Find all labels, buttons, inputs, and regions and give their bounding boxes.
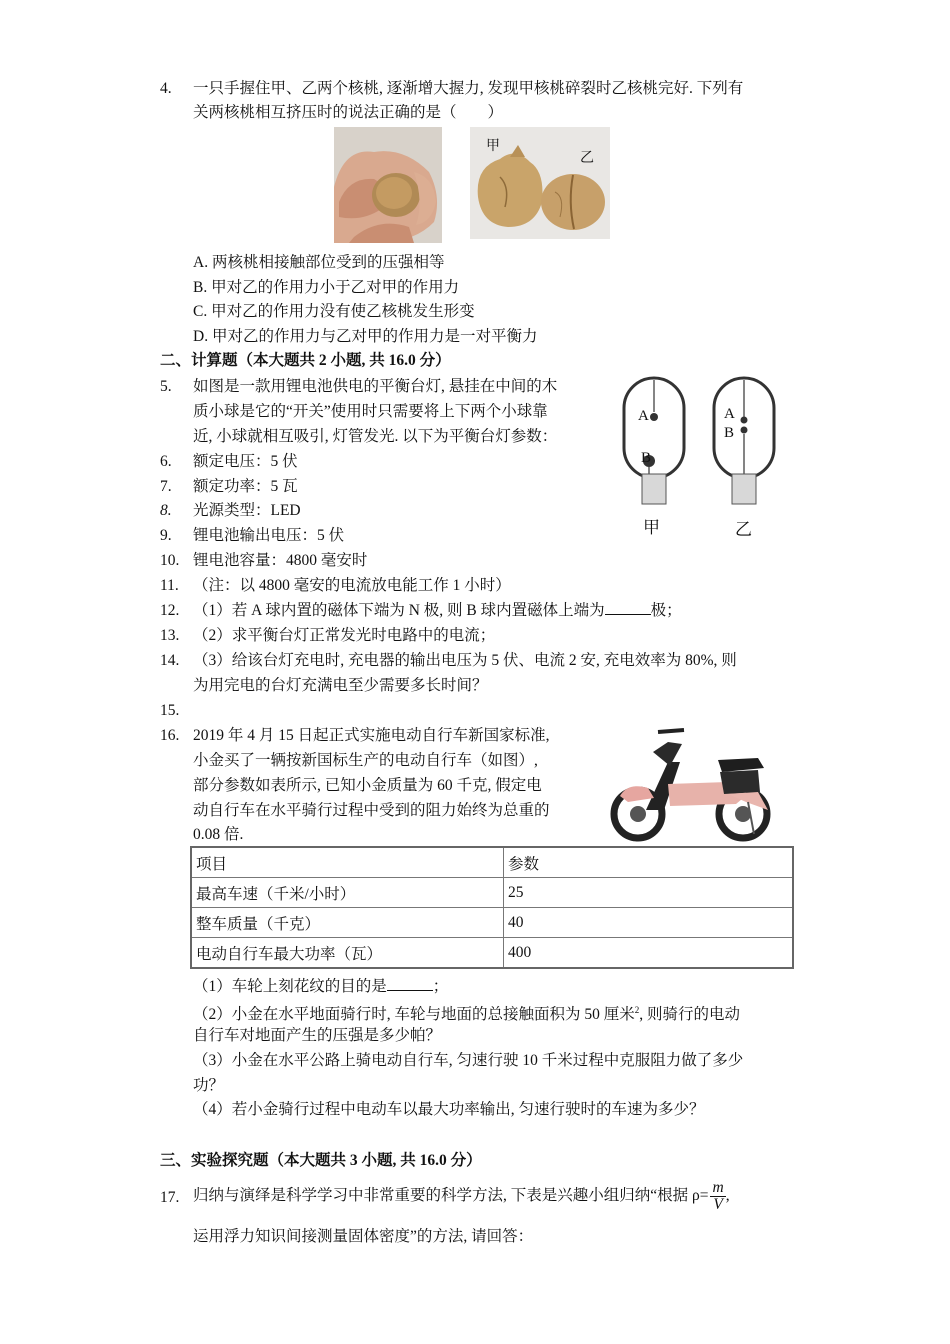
q5-sub1-end: 极； [650, 602, 682, 619]
lamp-jia-ball-a: A [638, 408, 649, 424]
q4-option-b: B. 甲对乙的作用力小于乙对甲的作用力 [193, 279, 460, 296]
hand-walnut-photo [334, 127, 442, 243]
q5-sub2: （2）求平衡台灯正常发光时电路中的电流； [193, 627, 496, 644]
q16-sub2-text: （2）小金在水平地面骑行时, 车轮与地面的总接触面积为 50 厘米 [193, 1006, 635, 1024]
q8-num: 8. [160, 502, 172, 519]
table-cell: 最高车速（千米/小时） [191, 878, 504, 908]
q16-sub3-line1: （3）小金在水平公路上骑电动自行车, 匀速行驶 10 千米过程中克服阻力做了多少 [193, 1052, 744, 1069]
table-header-value: 参数 [504, 847, 794, 878]
answer-blank[interactable] [605, 600, 651, 615]
q4-option-c: C. 甲对乙的作用力没有使乙核桃发生形变 [193, 303, 475, 320]
table-cell: 电动自行车最大功率（瓦） [191, 938, 504, 969]
q6-num: 6. [160, 453, 172, 470]
fraction-denominator: V [713, 1195, 723, 1213]
q16-sub1 [193, 974, 448, 999]
q14-num: 14. [160, 652, 180, 669]
spec-battery-voltage: 锂电池输出电压：5 伏 [193, 527, 345, 544]
q4-option-d: D. 甲对乙的作用力与乙对甲的作用力是一对平衡力 [193, 328, 538, 345]
q16-line2: 小金买了一辆按新国标生产的电动自行车（如图）, [193, 752, 538, 769]
q15-num: 15. [160, 702, 180, 719]
q16-sub3-line2: 功？ [193, 1077, 225, 1094]
section-2-title: 二、计算题（本大题共 2 小题, 共 16.0 分） [160, 352, 451, 369]
answer-blank[interactable] [387, 976, 433, 991]
q16-sub2-line1 [193, 998, 740, 1023]
q12-num: 12. [160, 602, 180, 619]
section-3-title: 三、实验探究题（本大题共 3 小题, 共 16.0 分） [160, 1152, 482, 1169]
q7-num: 7. [160, 478, 172, 495]
q17-line1-end: , [725, 1187, 730, 1204]
fraction-numerator: m [712, 1178, 724, 1196]
lamp-jia-ball-b: B [641, 450, 652, 466]
q5-sub1 [193, 598, 682, 623]
q9-num: 9. [160, 527, 172, 544]
q16-line4: 动自行车在水平骑行过程中受到的阻力始终为总重的 [193, 802, 550, 819]
q5-line2: 质小球是它的“开关”使用时只需要将上下两个小球靠 [193, 403, 548, 420]
spec-light-type: 光源类型：LED [193, 502, 301, 519]
spec-note: （注：以 4800 毫安的电流放电能工作 1 小时） [193, 577, 511, 594]
lamp-yi-ball-b: B [724, 425, 735, 441]
spec-battery-capacity: 锂电池容量：4800 毫安时 [193, 552, 368, 569]
lamp-caption-yi: 乙 [735, 520, 752, 540]
table-row [191, 847, 793, 878]
q16-num: 16. [160, 727, 180, 744]
table-cell: 40 [504, 908, 794, 938]
q17-line2: 运用浮力知识间接测量固体密度”的方法, 请回答： [193, 1228, 534, 1245]
q10-num: 10. [160, 552, 180, 569]
q4-number: 4. [160, 80, 172, 97]
table-row [191, 908, 793, 938]
q5-line3: 近, 小球就相互吸引, 灯管发光. 以下为平衡台灯参数： [193, 428, 558, 445]
electric-bike-photo [608, 722, 778, 846]
params-table [190, 846, 794, 969]
q5-sub3-line1: （3）给该台灯充电时, 充电器的输出电压为 5 伏、电流 2 安, 充电效率为 80%, 则 [193, 652, 737, 669]
q13-num: 13. [160, 627, 180, 644]
table-header-item: 项目 [191, 847, 504, 878]
q11-num: 11. [160, 577, 179, 594]
q16-sub1-end: ； [432, 978, 449, 995]
q17-num: 17. [160, 1189, 180, 1206]
q16-line5: 0.08 倍. [193, 826, 244, 843]
q4-stem-line1: 一只手握住甲、乙两个核桃, 逐渐增大握力, 发现甲核桃碎裂时乙核桃完好. 下列有 [193, 80, 744, 97]
q16-sub2-line2: 自行车对地面产生的压强是多少帕？ [193, 1027, 442, 1044]
table-row [191, 878, 793, 908]
table-cell: 25 [504, 878, 794, 908]
q5-line1: 如图是一款用锂电池供电的平衡台灯, 悬挂在中间的木 [193, 378, 558, 395]
q17-line1 [193, 1174, 730, 1218]
q16-line1: 2019 年 4 月 15 日起正式实施电动自行车新国家标准, [193, 727, 550, 744]
q5-num: 5. [160, 378, 172, 395]
table-cell: 400 [504, 938, 794, 969]
label-yi: 乙 [580, 150, 594, 166]
label-jia: 甲 [486, 138, 500, 154]
balance-lamp-figure [610, 372, 790, 542]
q4-stem-line2: 关两核桃相互挤压时的说法正确的是（ ） [193, 104, 504, 121]
q5-sub3-line2: 为用完电的台灯充满电至少需要多长时间？ [193, 677, 488, 694]
q16-sub1-text: （1）车轮上刻花纹的目的是 [193, 978, 387, 995]
q5-sub1-text: （1）若 A 球内置的磁体下端为 N 极, 则 B 球内置磁体上端为 [193, 602, 605, 619]
lamp-caption-jia: 甲 [643, 518, 660, 538]
q16-sub2-text-end: , 则骑行的电动 [639, 1006, 741, 1024]
q17-line1-text: 归纳与演绎是科学学习中非常重要的科学方法, 下表是兴趣小组归纳“根据 ρ= [193, 1187, 709, 1204]
table-row [191, 938, 793, 969]
table-cell: 整车质量（千克） [191, 908, 504, 938]
two-walnuts-photo [470, 127, 610, 239]
q16-sub4: （4）若小金骑行过程中电动车以最大功率输出, 匀速行驶时的车速为多少？ [193, 1101, 705, 1118]
q16-sub2-sup: 2 [634, 1005, 640, 1015]
q4-option-a: A. 两核桃相接触部位受到的压强相等 [193, 254, 445, 271]
q16-line3: 部分参数如表所示, 已知小金质量为 60 千克, 假定电 [193, 777, 542, 794]
spec-rated-power: 额定功率：5 瓦 [193, 478, 298, 495]
spec-rated-voltage: 额定电压：5 伏 [193, 453, 298, 470]
lamp-yi-ball-a: A [724, 406, 735, 422]
density-formula-fraction [710, 1180, 725, 1213]
